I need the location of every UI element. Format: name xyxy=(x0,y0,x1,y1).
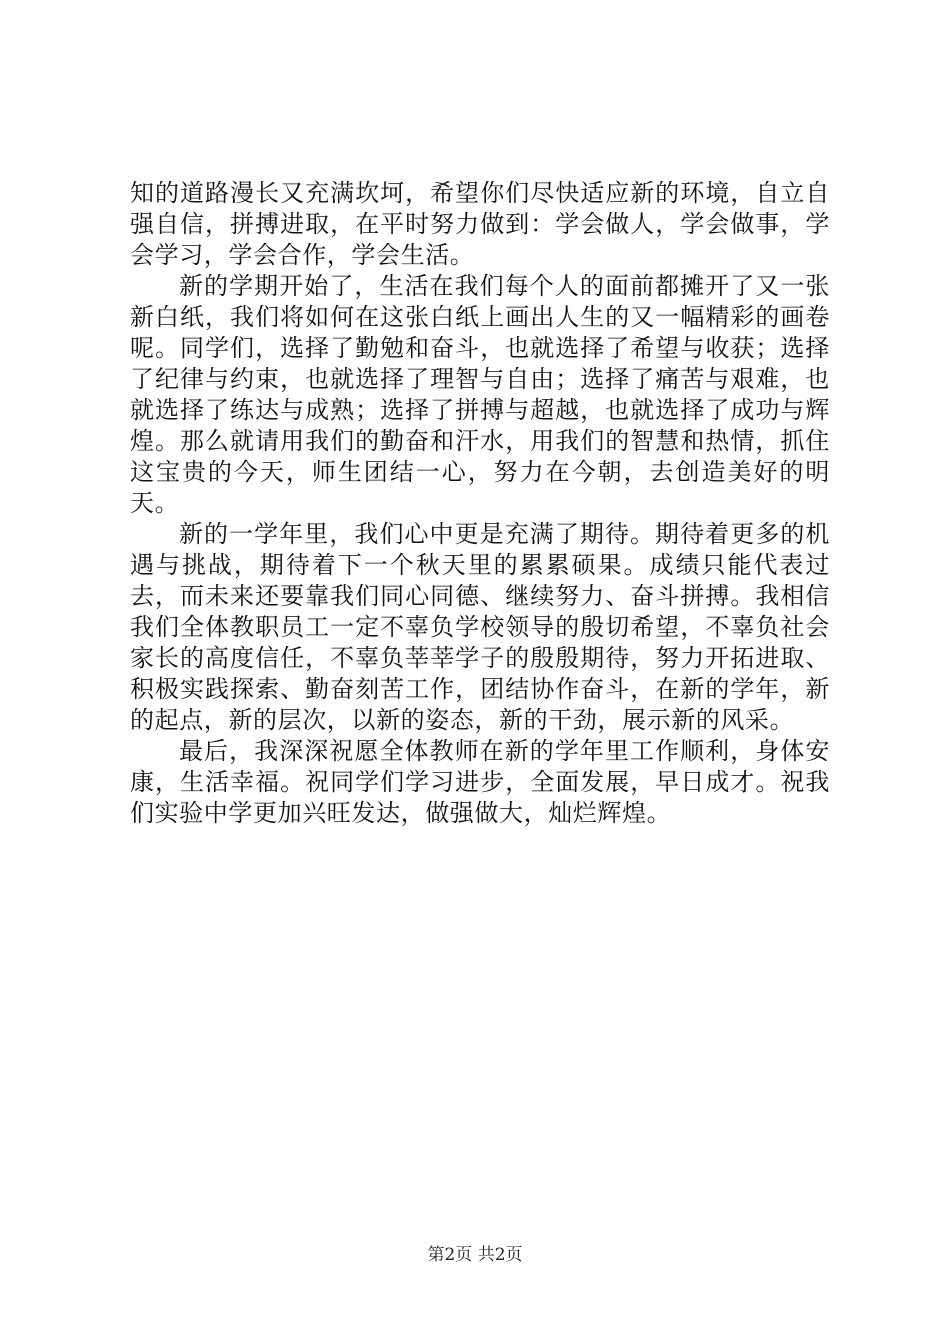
document-body xyxy=(130,178,830,829)
page-footer: 第2页 共2页 xyxy=(427,1245,523,1265)
paragraph-closing-wishes: 最后，我深深祝愿全体教师在新的学年里工作顺利，身体安康，生活幸福。祝同学们学习进步，全面发展，早日成才。祝我们实验中学更加兴旺发达，做强做大，灿烂辉煌。 xyxy=(130,737,830,827)
paragraph-new-semester: 新的学期开始了，生活在我们每个人的面前都摊开了又一张新白纸，我们将如何在这张白纸上画出人生的又一幅精彩的画卷呢。同学们，选择了勤勉和奋斗，也就选择了希望与收获；选择了纪律与约束，也就选择了理智与自由；选择了痛苦与艰难，也就选择了练达与成熟；选择了拼搏与超越，也就选择了成功与辉煌。那么就请用我们的勤奋和汗水，用我们的智慧和热情，抓住这宝贵的今天，师生团结一心，努力在今朝，去创造美好的明天。 xyxy=(130,272,830,517)
paragraph-new-year-expectations: 新的一学年里，我们心中更是充满了期待。期待着更多的机遇与挑战，期待着下一个秋天里的累累硕果。成绩只能代表过去，而未来还要靠我们同心同德、继续努力、奋斗拼搏。我相信我们全体教职员工一定不辜负学校领导的殷切希望，不辜负社会家长的高度信任，不辜负莘莘学子的殷殷期待，努力开拓进取、积极实践探索、勤奋刻苦工作，团结协作奋斗，在新的学年，新的起点，新的层次，以新的姿态，新的干劲，展示新的风采。 xyxy=(130,520,830,734)
paragraph-continued: 知的道路漫长又充满坎坷，希望你们尽快适应新的环境，自立自强自信，拼搏进取，在平时努力做到：学会做人，学会做事，学会学习，学会合作，学会生活。 xyxy=(130,179,830,269)
